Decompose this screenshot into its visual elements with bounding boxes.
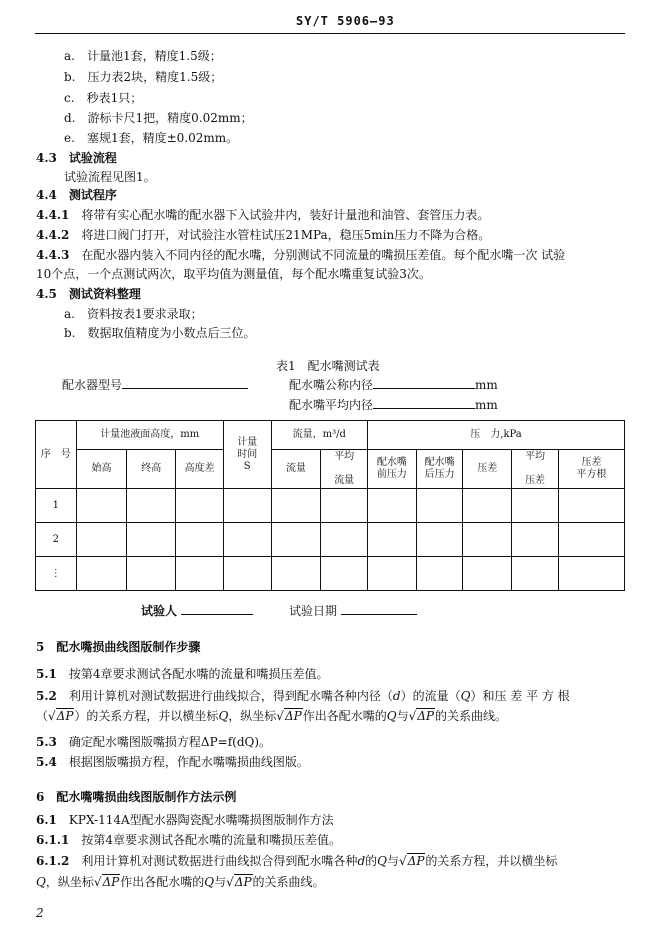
list-item: c. 秒表1只； xyxy=(64,91,143,105)
col-pressure-header: 压 力,kPa xyxy=(368,421,625,450)
section-4-4-1: 4.4.1 将带有实心配水嘴的配水器下入试验井内，装好计量池和油管、套管压力表。 xyxy=(36,208,490,222)
date-field: 试验日期 xyxy=(289,603,417,618)
col-seq-header: 序 号 xyxy=(36,421,77,489)
section-6-1-2: 6.1.2 利用计算机对测试数据进行曲线拟合得到配水嘴各种d的Q与√ΔP的关系方程，并以横坐标 xyxy=(36,854,558,868)
list-item: e. 塞规1套，精度±0.02mm。 xyxy=(64,131,239,145)
section-5-2-cont: （√ΔP）的关系方程，并以横坐标Q，纵坐标√ΔP作出各配水嘴的Q与√ΔP的关系曲线。 xyxy=(36,709,507,723)
section-4-3-body: 试验流程见图1。 xyxy=(64,170,156,184)
col-q-header: 流量 xyxy=(271,450,321,489)
header-rule xyxy=(35,33,625,34)
col-start-header: 始高 xyxy=(76,450,127,489)
section-6-1: 6.1 KPX-114A型配水器陶瓷配水嘴嘴损图版制作方法 xyxy=(36,813,334,827)
table-row xyxy=(36,489,625,523)
col-post-pressure-header: 配水嘴 后压力 xyxy=(416,450,463,489)
field-average-diameter: 配水嘴平均内径 mm xyxy=(289,398,498,412)
section-6-1-2-cont: Q，纵坐标√ΔP作出各配水嘴的Q与√ΔP的关系曲线。 xyxy=(36,875,325,889)
section-4-3-heading: 4.3 试验流程 xyxy=(36,151,117,165)
col-level-header: 计量池液面高度，mm xyxy=(76,421,223,450)
col-avg-dp-header: 平均 压差 xyxy=(512,450,559,489)
section-4-4-2: 4.4.2 将进口阀门打开，对试验注水管柱试压21MPa，稳压5min压力不降为合格。 xyxy=(36,228,491,242)
row-index: ⋮ xyxy=(36,557,77,591)
section-4-5-heading: 4.5 测试资料整理 xyxy=(36,287,141,301)
table-row xyxy=(36,557,625,591)
section-4-4-3: 4.4.3 在配水器内装入不同内径的配水嘴，分别测试不同流量的嘴损压差值。每个配水嘴一次 试验 xyxy=(36,248,566,262)
col-sqrt-dp-header: 压差 平方根 xyxy=(558,450,624,489)
field-nominal-diameter: 配水嘴公称内径 mm xyxy=(289,378,498,392)
col-end-header: 终高 xyxy=(127,450,176,489)
row-index: 1 xyxy=(36,489,77,523)
tester-field: 试验人 xyxy=(141,603,253,618)
col-pre-pressure-header: 配水嘴 前压力 xyxy=(368,450,417,489)
table-caption: 表1 配水嘴测试表 xyxy=(276,359,380,373)
col-flow-header: 流量，m³/d xyxy=(271,421,367,450)
section-5-3: 5.3 确定配水嘴图版嘴损方程ΔP=f(dQ)。 xyxy=(36,735,272,749)
table-row xyxy=(36,523,625,557)
list-item: b. 数据取值精度为小数点后三位。 xyxy=(64,326,256,340)
list-item: a. 资料按表1要求录取； xyxy=(64,307,203,321)
list-item: b. 压力表2块，精度1.5级； xyxy=(64,70,223,84)
col-diff-header: 高度差 xyxy=(176,450,224,489)
section-5-heading: 5 配水嘴损曲线图版制作步骤 xyxy=(36,640,201,654)
col-dp-header: 压差 xyxy=(463,450,512,489)
section-5-4: 5.4 根据图版嘴损方程，作配水嘴嘴损曲线图版。 xyxy=(36,755,309,769)
list-item: d. 游标卡尺1把，精度0.02mm； xyxy=(64,111,253,125)
page-number: 2 xyxy=(36,906,44,920)
section-4-4-3-cont: 10个点，一个点测试两次，取平均值为测量值，每个配水嘴重复试验3次。 xyxy=(36,267,431,281)
col-avg-flow-header: 平均 流量 xyxy=(321,450,368,489)
row-index: 2 xyxy=(36,523,77,557)
standard-code: SY/T 5906—93 xyxy=(296,14,395,28)
section-5-2: 5.2 利用计算机对测试数据进行曲线拟合，得到配水嘴各种内径（d）的流量（Q）和压 差 平 方 根 xyxy=(36,689,570,703)
section-6-1-1: 6.1.1 按第4章要求测试各配水嘴的流量和嘴损压差值。 xyxy=(36,833,342,847)
list-item: a. 计量池1套，精度1.5级； xyxy=(64,49,222,63)
field-model: 配水器型号 xyxy=(62,377,248,392)
section-4-4-heading: 4.4 测试程序 xyxy=(36,188,117,202)
section-6-heading: 6 配水嘴嘴损曲线图版制作方法示例 xyxy=(36,790,237,804)
test-table xyxy=(35,420,625,591)
col-time-header: 计量 时间 S xyxy=(223,421,271,489)
section-5-1: 5.1 按第4章要求测试各配水嘴的流量和嘴损压差值。 xyxy=(36,667,329,681)
